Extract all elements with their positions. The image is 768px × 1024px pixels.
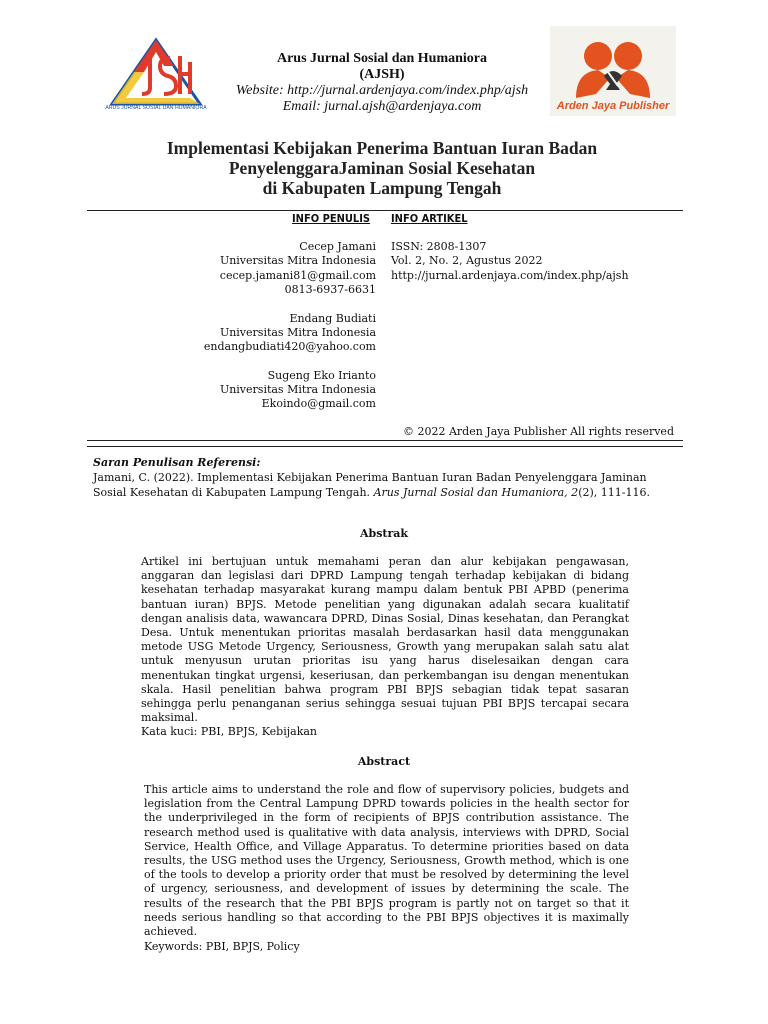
author-3 [76, 369, 376, 412]
title-line-2: PenyelenggaraJaminan Sosial Kesehatan [228, 158, 536, 178]
author-name: Cecep Jamani [299, 240, 376, 253]
abstract-text: This article aims to understand the role and flow of supervisory policies, budgets and legislation from the Central Lampung DPRD towards policies in the health sector for the underprivileged in the form of recipients of BPJS contribution assistance. The research method used is qualitative with data analysis, interviews with DPRD, Social Service, Health Office, and Village Apparatus. To determine priorities based on data results, the USG method uses the Urgency, Seriousness, Growth method, which is one of the tools to develop a priority order that must be resolved by determining the level of urgency, seriousness, and development of issues by determining the scale. The results of the research that the PBI BPJS program is partly not on target so that it needs serious handling so that according to the PBI BPJS objectives it is maximally achieved. [144, 783, 629, 939]
issn: ISSN: 2808-1307 [391, 240, 487, 253]
authors-heading: INFO PENULIS [292, 212, 371, 225]
author-email[interactable]: Ekoindo@gmail.com [261, 397, 376, 411]
article-info-heading: INFO ARTIKEL [391, 212, 468, 225]
author-name: Endang Budiati [289, 311, 376, 325]
author-affiliation: Universitas Mitra Indonesia [219, 254, 376, 268]
author-email[interactable]: cecep.jamani81@gmail.com [219, 268, 376, 282]
citation-journal: Arus Jurnal Sosial dan Humaniora, 2 [373, 486, 579, 499]
abstract-heading: Abstract [357, 755, 411, 768]
title-line-3: di Kabupaten Lampung Tengah [262, 178, 502, 198]
article-title [120, 138, 644, 198]
author-phone: 0813-6937-6631 [284, 282, 376, 296]
author-affiliation: Universitas Mitra Indonesia [219, 325, 376, 339]
citation-text [93, 470, 683, 500]
publisher-logo [550, 26, 676, 116]
logo-caption: ARUS JURNAL SOSIAL DAN HUMANIORA [105, 105, 207, 111]
citation-main: Jamani, C. (2022). Implementasi Kebijakan Penerima Bantuan Iuran Badan Penyelenggara Jaminan Sosial Kesehatan di Kabupaten Lampung Tengah. [93, 471, 647, 499]
journal-logo [104, 36, 208, 112]
abstrak-heading: Abstrak [359, 527, 409, 540]
title-line-1: Implementasi Kebijakan Penerima Bantuan Iuran Badan [166, 138, 598, 158]
citation-issue: (2), 111-116. [578, 486, 650, 499]
author-2 [76, 312, 376, 355]
abstract-keywords: Keywords: PBI, BPJS, Policy [144, 940, 300, 953]
journal-email[interactable]: Email: jurnal.ajsh@ardenjaya.com [282, 99, 482, 114]
journal-header [210, 51, 554, 115]
citation-label: Saran Penulisan Referensi: [93, 456, 261, 469]
divider-bottom-2 [87, 446, 683, 447]
copyright-notice: © 2022 Arden Jaya Publisher All rights reserved [402, 425, 674, 438]
article-url[interactable]: http://jurnal.ardenjaya.com/index.php/ajsh [391, 268, 629, 282]
article-info [391, 240, 691, 283]
author-affiliation: Universitas Mitra Indonesia [219, 383, 376, 397]
volume-issue: Vol. 2, No. 2, Agustus 2022 [391, 254, 543, 268]
divider-bottom [87, 440, 683, 441]
publisher-emblem-icon [550, 26, 676, 102]
author-name: Sugeng Eko Irianto [267, 368, 376, 382]
divider-top [87, 210, 683, 211]
authors-list [76, 240, 376, 426]
journal-website[interactable]: Website: http://jurnal.ardenjaya.com/index.php/ajsh [235, 83, 529, 98]
author-1 [76, 240, 376, 297]
citation-block [93, 455, 683, 500]
author-email[interactable]: endangbudiati420@yahoo.com [203, 340, 376, 354]
abstrak-text: Artikel ini bertujuan untuk memahami peran dan alur kebijakan pengawasan, anggaran dan legislasi dari DPRD Lampung tengah terhadap kebijakan di bidang kesehatan terhadap masyarakat kurang mampu dalam bentuk PBI APBD (penerima bantuan iuran) BPJS. Metode penelitian yang digunakan adalah secara kualitatif dengan analisis data, wawancara DPRD, Dinas Sosial, Dinas kesehatan, dan Perangkat Desa. Untuk menentukan prioritas masalah berdasarkan hasil data menggunakan metode USG Metode Urgency, Seriousness, Growth yang merupakan salah satu alat untuk menyusun urutan prioritas isu yang harus diselesaikan dengan cara menentukan tingkat urgensi, keseriusan, dan perkembangan isu dengan menentukan skala. Hasil penelitian bahwa program PBI BPJS sebagian tidak tepat sasaran sehingga perlu penanganan serius sehingga sesuai tujuan PBI BPJS tercapai secara maksimal. [141, 555, 629, 725]
publisher-name: Arden Jaya Publisher [556, 100, 670, 112]
journal-abbreviation: (AJSH) [359, 67, 405, 82]
abstrak-keywords: Kata kuci: PBI, BPJS, Kebijakan [141, 725, 318, 738]
journal-name: Arus Jurnal Sosial dan Humaniora [276, 51, 488, 66]
